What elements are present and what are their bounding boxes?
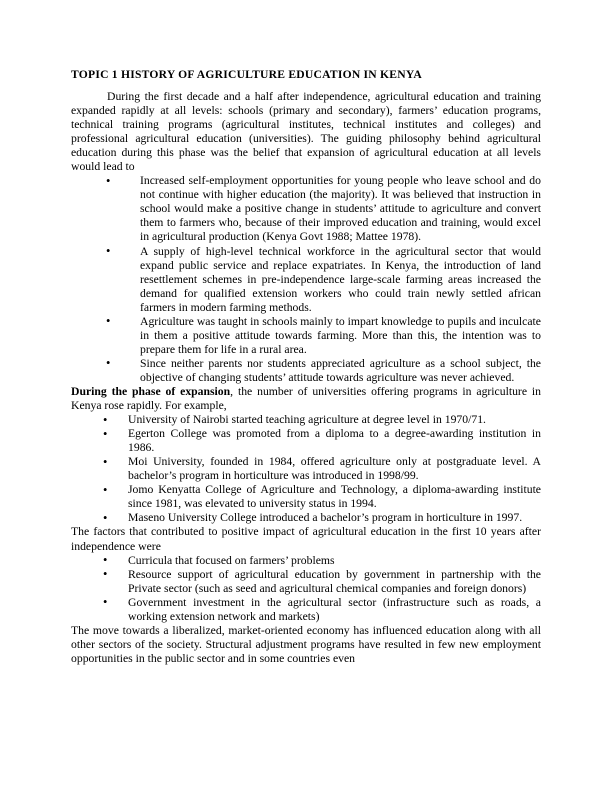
- factors-list: [71, 554, 541, 624]
- page-title: TOPIC 1 HISTORY OF AGRICULTURE EDUCATION IN KENYA: [71, 68, 423, 81]
- list-item: • Maseno University College introduced a bachelor’s program in horticulture in 1997.: [71, 511, 541, 525]
- list-item: • Moi University, founded in 1984, offered agriculture only at postgraduate level. A bachelor’s program in horticulture was introduced in 1998/99.: [71, 455, 541, 483]
- expansion-paragraph: [71, 385, 541, 413]
- list-item: • Government investment in the agricultural sector (infrastructure such as roads, a working extension network and markets): [71, 596, 541, 624]
- benefits-list: [71, 174, 541, 385]
- list-item: • Resource support of agricultural education by government in partnership with the Private sector (such as seed and agricultural chemical companies and foreign donors): [71, 568, 541, 596]
- list-item: • University of Nairobi started teaching agriculture at degree level in 1970/71.: [71, 413, 541, 427]
- list-item: • Curricula that focused on farmers’ problems: [71, 554, 541, 568]
- expansion-bold-lead: During the phase of expansion: [71, 384, 231, 398]
- list-item: • Increased self-employment opportunities for young people who leave school and do not continue with higher education (the majority). It was believed that instruction in school would make a positive change in students’ attitude to agriculture and convert them to farmers who, because of their improved education and training, would excel in agricultural production (Kenya Govt 1988; Mattee 1978).: [71, 174, 541, 244]
- list-item: • Egerton College was promoted from a diploma to a degree-awarding institution in 1986.: [71, 427, 541, 455]
- expansion-rest: , the number of universities offering programs in agriculture in Kenya rose rapidly. For example,: [71, 384, 541, 413]
- list-item: • Since neither parents nor students appreciated agriculture as a school subject, the objective of changing students’ attitude towards agriculture was never achieved.: [71, 357, 541, 385]
- universities-list: [71, 413, 541, 525]
- list-item: • Jomo Kenyatta College of Agriculture and Technology, a diploma-awarding institute since 1981, was elevated to university status in 1994.: [71, 483, 541, 511]
- closing-paragraph: The move towards a liberalized, market-oriented economy has influenced education along with all other sectors of the society. Structural adjustment programs have resulted in few new employment opportunities in the public sector and in some countries even: [71, 623, 541, 665]
- list-item: • Agriculture was taught in schools mainly to impart knowledge to pupils and inculcate in them a positive attitude towards farming. More than this, the intention was to prepare them for life in a rural area.: [71, 315, 541, 357]
- intro-paragraph: During the first decade and a half after independence, agricultural education and training expanded rapidly at all levels: schools (primary and secondary), farmers’ education programs, technical training programs (agricultural institutes, technical institutes and colleges) and professional agricultural education (universities). The guiding philosophy behind agricultural education during this phase was the belief that expansion of agricultural education at all levels would lead to: [71, 90, 541, 174]
- list-item: • A supply of high-level technical workforce in the agricultural sector that would expand public service and replace expatriates. In Kenya, the introduction of land resettlement schemes in pre-independence large-scale farming areas increased the demand for qualified extension workers who could train newly settled african farmers in modern farming methods.: [71, 245, 541, 315]
- factors-lead-paragraph: The factors that contributed to positive impact of agricultural education in the first 10 years after independence were: [71, 525, 541, 553]
